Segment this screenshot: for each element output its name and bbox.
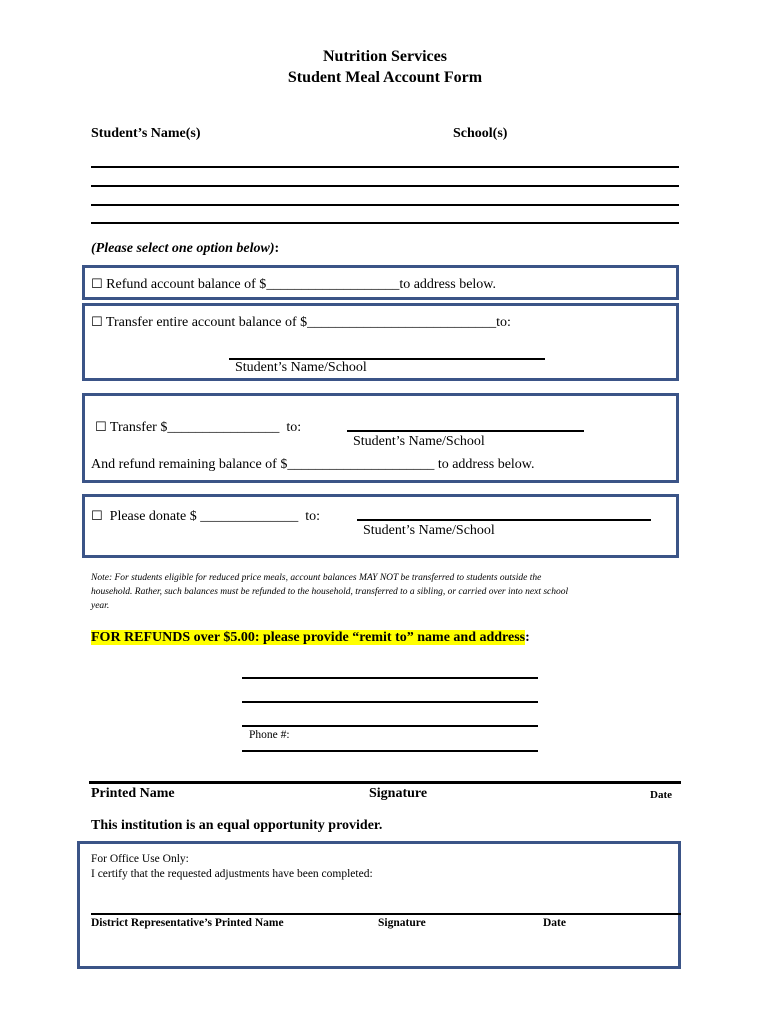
form-title-line1: Nutrition Services (323, 48, 447, 65)
signature-line[interactable] (89, 781, 681, 784)
note-line-1: Note: For students eligible for reduced price meals, account balances MAY NOT be transferred to students outside the (91, 573, 542, 583)
transfer-partial-checkbox[interactable]: ☐ (95, 420, 107, 435)
note-line-3: year. (91, 601, 110, 611)
remit-line-3[interactable] (242, 725, 538, 727)
transfer-partial-after-label: to: (286, 420, 302, 435)
eligibility-note (91, 571, 681, 613)
students-name-label: Student’s Name(s) (91, 126, 201, 141)
donate-after-label: to: (305, 509, 321, 524)
refund-checkbox[interactable]: ☐ (91, 277, 103, 292)
transfer-partial-refund-row (91, 457, 535, 473)
select-option-instruction: (Please select one option below): (91, 241, 280, 256)
transfer-all-amount-field[interactable]: ___________________________ (307, 315, 497, 330)
office-use-title: For Office Use Only: (91, 853, 189, 865)
donate-recipient-line[interactable] (357, 519, 651, 521)
donate-caption: Student’s Name/School (363, 523, 495, 538)
note-line-2: household. Rather, such balances must be refunded to the household, transferred to a sibling, or carried over into next school (91, 587, 569, 597)
schools-label: School(s) (453, 126, 508, 141)
transfer-partial-recipient-line[interactable] (347, 430, 584, 432)
refunds-heading: FOR REFUNDS over $5.00: please provide “remit to” name and address: (91, 630, 530, 645)
refund-label: Refund account balance of $ (106, 277, 267, 292)
transfer-all-row (91, 315, 511, 331)
student-line-2[interactable] (91, 185, 679, 187)
transfer-all-checkbox[interactable]: ☐ (91, 315, 103, 330)
donate-option-box (82, 494, 679, 558)
refund-after-label: to address below. (399, 277, 496, 292)
phone-label: Phone #: (249, 729, 290, 741)
refund-option-box (82, 265, 679, 300)
transfer-all-label: Transfer entire account balance of $ (105, 315, 308, 330)
donate-label: Please donate $ (109, 509, 197, 524)
student-line-4[interactable] (91, 222, 679, 224)
transfer-partial-label: Transfer $ (109, 420, 168, 435)
refund-option-row (91, 277, 496, 293)
remaining-balance-field[interactable]: _____________________ (287, 457, 435, 472)
printed-name-label: Printed Name (91, 786, 175, 801)
transfer-all-caption: Student’s Name/School (235, 360, 367, 375)
office-certify-text: I certify that the requested adjustments have been completed: (91, 868, 373, 880)
donate-row (91, 509, 320, 525)
office-signature-label: Signature (378, 917, 426, 929)
transfer-all-after-label: to: (496, 315, 511, 330)
office-date-label: Date (543, 917, 566, 929)
office-signature-line[interactable] (91, 913, 681, 915)
form-title-line2: Student Meal Account Form (287, 69, 483, 86)
date-label: Date (650, 789, 672, 801)
remit-line-2[interactable] (242, 701, 538, 703)
remaining-balance-label: And refund remaining balance of $ (91, 457, 288, 472)
refund-amount-field[interactable]: ___________________ (266, 277, 400, 292)
district-rep-name-label: District Representative’s Printed Name (91, 917, 284, 929)
signature-label: Signature (369, 786, 428, 801)
phone-line[interactable] (242, 750, 538, 752)
transfer-partial-amount-field[interactable]: ________________ (167, 420, 280, 435)
donate-amount-field[interactable]: ______________ (200, 509, 299, 524)
remit-line-1[interactable] (242, 677, 538, 679)
donate-checkbox[interactable]: ☐ (91, 509, 103, 524)
transfer-partial-option-box (82, 393, 679, 483)
office-use-box (77, 841, 681, 969)
transfer-partial-caption: Student’s Name/School (353, 434, 485, 449)
transfer-all-option-box (82, 303, 679, 381)
remaining-balance-after-label: to address below. (437, 457, 535, 472)
transfer-partial-row (95, 420, 301, 436)
student-line-1[interactable] (91, 166, 679, 168)
equal-opportunity-statement: This institution is an equal opportunity provider. (91, 818, 383, 833)
student-line-3[interactable] (91, 204, 679, 206)
